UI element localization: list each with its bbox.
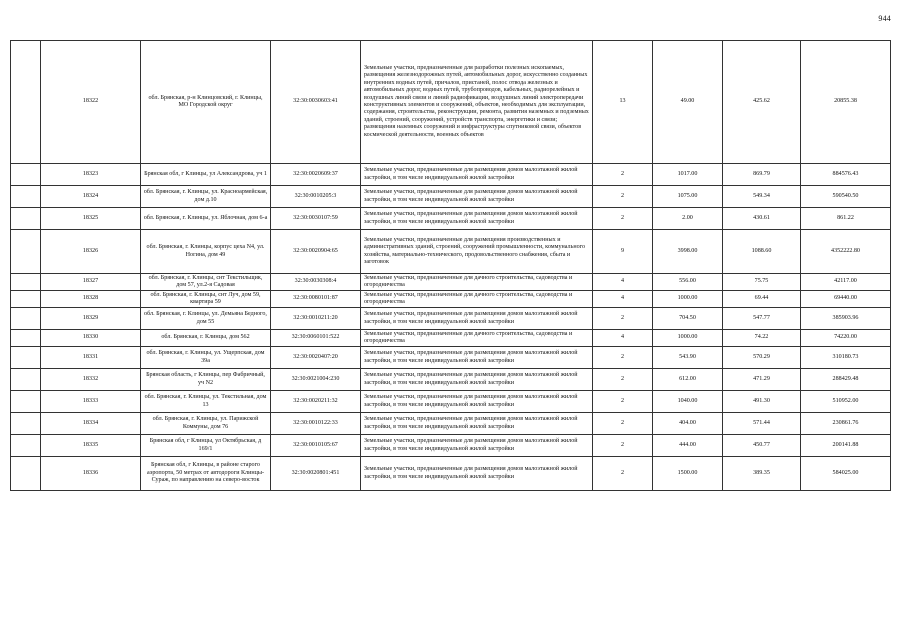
cell-specific-value: 75.75 [723,274,801,291]
cell-blank [11,413,41,435]
cell-row-number: 18323 [41,164,141,186]
cell-permitted-use: Земельные участки, предназначенные для размещения домов малоэтажной жилой застройки, в том числе индивидуальной жилой застройки [361,347,593,369]
cell-area: 49.00 [653,41,723,164]
cell-address: Брянская обл, г Клинцы, ул Александрова, уч 1 [141,164,271,186]
cell-blank [11,291,41,308]
cell-use-group: 4 [593,274,653,291]
cell-cadastral-value: 510952.00 [801,391,891,413]
cell-blank [11,457,41,491]
cell-permitted-use: Земельные участки, предназначенные для размещения производственных и административных зданий, строений, сооружений промышленности, коммунального хозяйства, материально-технического, продовольственного снабжения, сбыта и заготовок [361,230,593,274]
cell-use-group: 2 [593,347,653,369]
cell-specific-value: 430.61 [723,208,801,230]
table-row [11,41,891,164]
cell-blank [11,435,41,457]
cell-cadastral-value: 288429.48 [801,369,891,391]
cell-address: Брянская обл, г Клинцы, в районе старого аэропорта, 50 метрах от автодороги Клинцы-Сураж, по направлению на северо-восток [141,457,271,491]
cell-permitted-use: Земельные участки, предназначенные для размещения домов малоэтажной жилой застройки, в том числе индивидуальной жилой застройки [361,369,593,391]
cell-row-number: 18335 [41,435,141,457]
cell-cadastral-value: 200141.88 [801,435,891,457]
cell-blank [11,186,41,208]
table-row [11,230,891,274]
cell-permitted-use: Земельные участки, предназначенные для размещения домов малоэтажной жилой застройки, в том числе индивидуальной жилой застройки [361,457,593,491]
table-row [11,274,891,291]
cell-specific-value: 549.34 [723,186,801,208]
cell-cadastral-value: 590540.50 [801,186,891,208]
cell-row-number: 18336 [41,457,141,491]
table-row [11,457,891,491]
cell-use-group: 13 [593,41,653,164]
cell-blank [11,208,41,230]
cell-permitted-use: Земельные участки, предназначенные для дачного строительства, садоводства и огородничества [361,291,593,308]
cell-cadastral-number: 32:30:0020801:451 [271,457,361,491]
cell-area: 1000.00 [653,291,723,308]
cell-area: 612.00 [653,369,723,391]
cell-cadastral-number: 32:30:0020609:37 [271,164,361,186]
cell-use-group: 2 [593,186,653,208]
cell-cadastral-value: 69440.00 [801,291,891,308]
cell-blank [11,347,41,369]
cell-use-group: 2 [593,308,653,330]
cell-use-group: 2 [593,369,653,391]
cell-cadastral-value: 42117.00 [801,274,891,291]
cell-area: 1000.00 [653,330,723,347]
cell-cadastral-number: 32:30:0010105:67 [271,435,361,457]
cell-area: 3998.00 [653,230,723,274]
cell-permitted-use: Земельные участки, предназначенные для дачного строительства, садоводства и огородничества [361,330,593,347]
cell-row-number: 18327 [41,274,141,291]
cell-permitted-use: Земельные участки, предназначенные для дачного строительства, садоводства и огородничества [361,274,593,291]
cell-blank [11,41,41,164]
cell-cadastral-number: 32:30:0010122:33 [271,413,361,435]
cell-address: обл. Брянская, г. Клинцы, ул. Яблочная, дом 6-а [141,208,271,230]
cell-address: обл. Брянская, г. Клинцы, ул. Текстильная, дом 13 [141,391,271,413]
cadastral-value-table [10,40,891,491]
cell-address: обл. Брянская, г. Клинцы, снт Текстильщик, дом 57, ул.2-я Садовая [141,274,271,291]
cell-cadastral-value: 884576.43 [801,164,891,186]
cell-blank [11,164,41,186]
cell-permitted-use: Земельные участки, предназначенные для разработки полезных ископаемых, размещения железнодорожных путей, автомобильных дорог, искусственно созданных внутренних водных путей, причалов, пристаней, полос отвода железных и автомобильных дорог, водных путей, трубопроводов, кабельных, радиорелейных и воздушных линий связи и линий радиофикации, воздушных линий электропередачи конструктивных элементов и сооружений, объектов, необходимых для эксплуатации, содержания, строительства, реконструкции, ремонта, развития наземных и подземных зданий, строений, сооружений, устройств транспорта, энергетики и связи; размещения наземных сооружений и инфраструктуры спутниковой связи, объектов космической деятельности, военных объектов [361,41,593,164]
cell-cadastral-value: 584025.00 [801,457,891,491]
cell-cadastral-value: 4352222.80 [801,230,891,274]
cell-cadastral-value: 861.22 [801,208,891,230]
cell-cadastral-number: 32:30:0020407:20 [271,347,361,369]
table-row [11,347,891,369]
cell-cadastral-value: 310180.73 [801,347,891,369]
cell-area: 704.50 [653,308,723,330]
cell-address: обл. Брянская, р-н Клинцовский, г. Клинцы, МО Городской округ [141,41,271,164]
cell-use-group: 2 [593,457,653,491]
cell-blank [11,230,41,274]
cell-use-group: 9 [593,230,653,274]
cell-specific-value: 471.29 [723,369,801,391]
cell-use-group: 4 [593,291,653,308]
cell-specific-value: 491.30 [723,391,801,413]
table-row [11,164,891,186]
cell-cadastral-number: 32:30:0030107:59 [271,208,361,230]
cell-specific-value: 389.35 [723,457,801,491]
cell-area: 2.00 [653,208,723,230]
cell-address: обл. Брянская, г. Клинцы, снт Луч, дом 59, квартира 59 [141,291,271,308]
cell-row-number: 18332 [41,369,141,391]
cell-area: 1017.00 [653,164,723,186]
cell-specific-value: 74.22 [723,330,801,347]
cell-blank [11,369,41,391]
cell-specific-value: 570.29 [723,347,801,369]
cell-use-group: 4 [593,330,653,347]
cell-row-number: 18329 [41,308,141,330]
cell-row-number: 18333 [41,391,141,413]
cell-blank [11,308,41,330]
cell-blank [11,274,41,291]
cell-cadastral-number: 32:30:0080101:87 [271,291,361,308]
cell-area: 556.00 [653,274,723,291]
cell-permitted-use: Земельные участки, предназначенные для размещения домов малоэтажной жилой застройки, в том числе индивидуальной жилой застройки [361,208,593,230]
cell-specific-value: 1088.60 [723,230,801,274]
cell-address: обл. Брянская, г. Клинцы, ул. Парижской Коммуны, дом 76 [141,413,271,435]
cell-address: Брянская область, г Клинцы, пер Фабричный, уч N2 [141,369,271,391]
cell-cadastral-value: 385903.96 [801,308,891,330]
cell-row-number: 18334 [41,413,141,435]
cell-cadastral-number: 32:30:0020211:32 [271,391,361,413]
cell-address: обл. Брянская, г. Клинцы, корпус цеха N4, ул. Ногина, дом 49 [141,230,271,274]
cell-permitted-use: Земельные участки, предназначенные для размещения домов малоэтажной жилой застройки, в том числе индивидуальной жилой застройки [361,186,593,208]
cell-use-group: 2 [593,413,653,435]
cell-use-group: 2 [593,435,653,457]
cell-row-number: 18324 [41,186,141,208]
cell-specific-value: 571.44 [723,413,801,435]
cell-use-group: 2 [593,164,653,186]
table-row [11,391,891,413]
cell-cadastral-value: 230861.76 [801,413,891,435]
table-row [11,413,891,435]
cell-address: обл. Брянская, г. Клинцы, ул. Демьяна Бедного, дом 55 [141,308,271,330]
cell-row-number: 18326 [41,230,141,274]
cell-blank [11,330,41,347]
cell-permitted-use: Земельные участки, предназначенные для размещения домов малоэтажной жилой застройки, в том числе индивидуальной жилой застройки [361,435,593,457]
cell-cadastral-value: 74220.00 [801,330,891,347]
cell-specific-value: 425.62 [723,41,801,164]
cell-permitted-use: Земельные участки, предназначенные для размещения домов малоэтажной жилой застройки, в том числе индивидуальной жилой застройки [361,164,593,186]
table-row [11,186,891,208]
cell-area: 1500.00 [653,457,723,491]
table-row [11,369,891,391]
cell-use-group: 2 [593,208,653,230]
cell-row-number: 18328 [41,291,141,308]
cell-row-number: 18325 [41,208,141,230]
cell-address: Брянская обл, г Клинцы, ул Октябрьская, д 169/1 [141,435,271,457]
cell-area: 1040.00 [653,391,723,413]
cell-permitted-use: Земельные участки, предназначенные для размещения домов малоэтажной жилой застройки, в том числе индивидуальной жилой застройки [361,391,593,413]
cell-address: обл. Брянская, г. Клинцы, ул. Ущерпская, дом 39а [141,347,271,369]
cell-address: обл. Брянская, г. Клинцы, ул. Красноармейская, дом д.10 [141,186,271,208]
cell-specific-value: 547.77 [723,308,801,330]
cell-cadastral-number: 32:30:0030308:4 [271,274,361,291]
cell-row-number: 18322 [41,41,141,164]
cell-cadastral-value: 20855.38 [801,41,891,164]
cell-permitted-use: Земельные участки, предназначенные для размещения домов малоэтажной жилой застройки, в том числе индивидуальной жилой застройки [361,308,593,330]
cell-area: 404.00 [653,413,723,435]
cell-cadastral-number: 32:30:0010211:20 [271,308,361,330]
table-row [11,330,891,347]
table-row [11,291,891,308]
cell-row-number: 18331 [41,347,141,369]
cell-specific-value: 450.77 [723,435,801,457]
cell-address: обл. Брянская, г. Клинцы, дом 562 [141,330,271,347]
page-number: 944 [878,14,891,23]
cell-specific-value: 69.44 [723,291,801,308]
cell-cadastral-number: 32:30:0010205:3 [271,186,361,208]
cell-use-group: 2 [593,391,653,413]
cell-area: 444.00 [653,435,723,457]
table-body [11,41,891,491]
table-row [11,308,891,330]
cell-cadastral-number: 32:30:0020904:65 [271,230,361,274]
cell-row-number: 18330 [41,330,141,347]
cell-area: 543.90 [653,347,723,369]
cell-specific-value: 869.79 [723,164,801,186]
table-row [11,208,891,230]
cell-cadastral-number: 32:30:0021004:230 [271,369,361,391]
cell-blank [11,391,41,413]
table-row [11,435,891,457]
cell-area: 1075.00 [653,186,723,208]
cell-permitted-use: Земельные участки, предназначенные для размещения домов малоэтажной жилой застройки, в том числе индивидуальной жилой застройки [361,413,593,435]
cell-cadastral-number: 32:30:0060101:522 [271,330,361,347]
cell-cadastral-number: 32:30:0030603:41 [271,41,361,164]
